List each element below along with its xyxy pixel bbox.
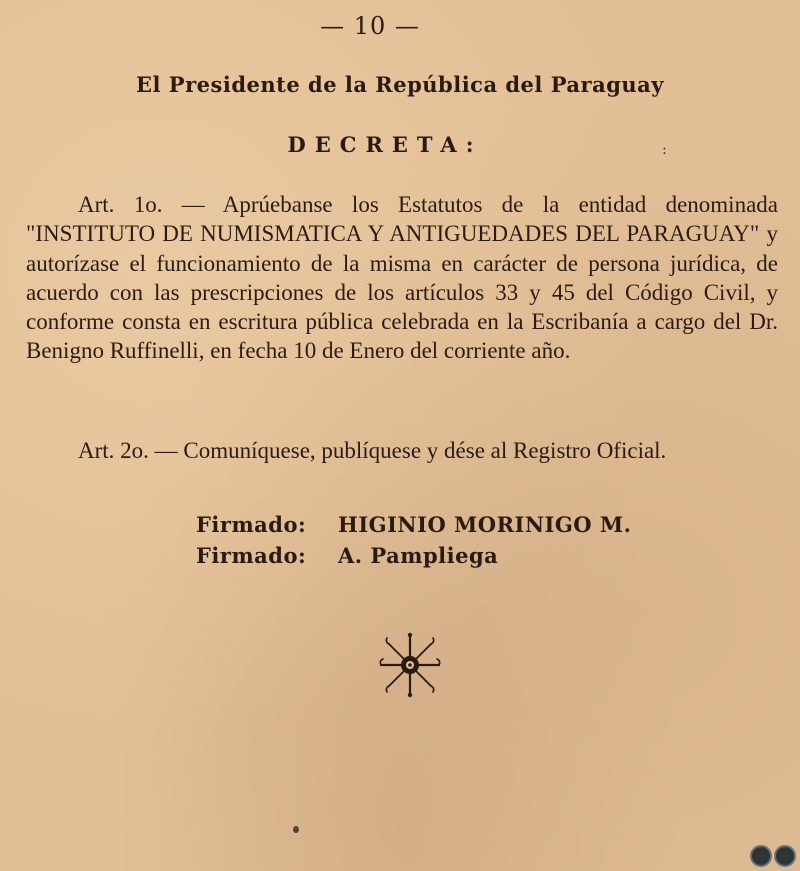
signature-label: Firmado: bbox=[196, 543, 307, 568]
signature-row bbox=[196, 512, 631, 543]
decree-heading: El Presidente de la República del Paraguay bbox=[136, 72, 664, 97]
ink-dot bbox=[293, 826, 299, 833]
stray-mark: : bbox=[662, 142, 667, 158]
article-1: Art. 1o. — Aprúebanse los Estatutos de la entidad denominada "INSTITUTO DE NUMISMATICA Y ANTIGUEDADES DEL PARAGUAY" y autorízase el funcionamiento de la misma en carácter de persona jurídica, de acuerdo con las prescripciones de los artículos 33 y 45 del Código Civil, y conforme consta en escritura pública celebrada en la Escribanía a cargo del Dr. Benigno Ruffinelli, en fecha 10 de Enero del corriente año. bbox=[26, 192, 778, 364]
signature-name: A. Pampliega bbox=[338, 543, 499, 568]
signature-row bbox=[196, 543, 631, 574]
badge-circle-icon bbox=[750, 845, 772, 867]
page-number: — 10 — bbox=[320, 12, 420, 40]
archive-watermark-badge bbox=[750, 845, 796, 867]
starburst-ornament-icon bbox=[377, 630, 443, 700]
badge-circle-icon bbox=[774, 845, 796, 867]
signature-label: Firmado: bbox=[196, 512, 307, 537]
signature-name: HIGINIO MORINIGO M. bbox=[338, 512, 632, 537]
decreta-title: DECRETA: bbox=[287, 132, 483, 157]
article-2: Art. 2o. — Comuníquese, publíquese y dése al Registro Oficial. bbox=[78, 438, 667, 463]
signature-block bbox=[196, 512, 631, 574]
